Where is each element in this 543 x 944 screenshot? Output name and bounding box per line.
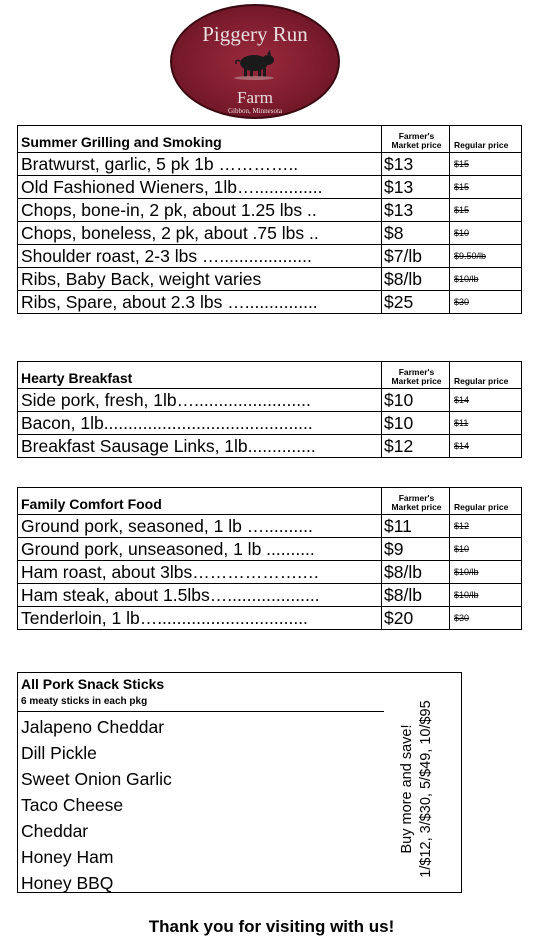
- item-name: Side pork, fresh, 1lb…........................: [18, 389, 382, 412]
- snack-divider: [18, 711, 384, 712]
- item-name: Breakfast Sausage Links, 1lb..............: [18, 435, 382, 458]
- section-header-row: [18, 126, 522, 153]
- item-name: Bacon, 1lb...........................................: [18, 412, 382, 435]
- menu-row: [18, 435, 522, 458]
- menu-row: [18, 199, 522, 222]
- item-regular-price: $15: [450, 176, 522, 199]
- list-item: Honey Ham: [21, 847, 114, 867]
- market-price-header: Farmer's Market price: [382, 126, 450, 153]
- section-title: Summer Grilling and Smoking: [18, 126, 382, 153]
- market-price-header: Farmer's Market price: [382, 362, 450, 389]
- farm-logo: [170, 4, 340, 119]
- regular-price-header: Regular price: [450, 488, 522, 515]
- list-item: Cheddar: [21, 821, 89, 841]
- menu-row: [18, 515, 522, 538]
- item-price: $11: [382, 515, 450, 538]
- item-price: $13: [382, 153, 450, 176]
- list-item: Jalapeno Cheddar: [21, 717, 165, 737]
- market-price-header: Farmer's Market price: [382, 488, 450, 515]
- menu-row: [18, 389, 522, 412]
- item-regular-price: $10: [450, 222, 522, 245]
- item-price: $12: [382, 435, 450, 458]
- list-item: Dill Pickle: [21, 743, 97, 763]
- snack-title: All Pork Snack Sticks: [21, 676, 165, 692]
- item-price: $13: [382, 176, 450, 199]
- pig-icon: [232, 48, 278, 80]
- item-regular-price: $15: [450, 199, 522, 222]
- section-header-row: [18, 362, 522, 389]
- menu-row: [18, 245, 522, 268]
- item-name: Ground pork, unseasoned, 1 lb ..........: [18, 538, 382, 561]
- menu-row: [18, 584, 522, 607]
- item-price: $10: [382, 389, 450, 412]
- promo-line-2: 1/$12, 3/$30, 5/$49, 10/$95: [418, 700, 434, 878]
- list-item: Taco Cheese: [21, 795, 124, 815]
- section-title: Hearty Breakfast: [18, 362, 382, 389]
- section-summer-grilling: [17, 125, 522, 314]
- promo-line-1: Buy more and save!: [399, 724, 415, 854]
- item-price: $20: [382, 607, 450, 630]
- item-price: $7/lb: [382, 245, 450, 268]
- item-regular-price: $11: [450, 412, 522, 435]
- item-regular-price: $30: [450, 291, 522, 314]
- menu-row: [18, 538, 522, 561]
- item-price: $8/lb: [382, 561, 450, 584]
- item-name: Old Fashioned Wieners, 1lb…..............: [18, 176, 382, 199]
- section-header-row: [18, 488, 522, 515]
- regular-price-header: Regular price: [450, 126, 522, 153]
- item-regular-price: $10/lb: [450, 268, 522, 291]
- item-name: Ribs, Baby Back, weight varies: [18, 268, 382, 291]
- snack-promo: [398, 689, 438, 889]
- item-name: Ham steak, about 1.5lbs…...................: [18, 584, 382, 607]
- section-title: Family Comfort Food: [18, 488, 382, 515]
- item-name: Shoulder roast, 2-3 lbs …...................: [18, 245, 382, 268]
- menu-row: [18, 607, 522, 630]
- list-item: Honey BBQ: [21, 873, 114, 893]
- item-name: Ground pork, seasoned, 1 lb …..........: [18, 515, 382, 538]
- menu-row: [18, 291, 522, 314]
- item-regular-price: $10/lb: [450, 584, 522, 607]
- menu-row: [18, 268, 522, 291]
- item-name: Tenderloin, 1 lb…...............................: [18, 607, 382, 630]
- item-price: $9: [382, 538, 450, 561]
- item-name: Chops, boneless, 2 pk, about .75 lbs ..: [18, 222, 382, 245]
- snack-list: [21, 714, 172, 896]
- logo-location: Gibbon, Minnesota: [227, 107, 283, 115]
- item-regular-price: $9.50/lb: [450, 245, 522, 268]
- item-regular-price: $30: [450, 607, 522, 630]
- item-name: Ham roast, about 3lbs……………….…: [18, 561, 382, 584]
- item-regular-price: $10: [450, 538, 522, 561]
- item-price: $25: [382, 291, 450, 314]
- item-price: $8: [382, 222, 450, 245]
- item-regular-price: $14: [450, 435, 522, 458]
- item-price: $10: [382, 412, 450, 435]
- section-hearty-breakfast: [17, 361, 522, 458]
- item-regular-price: $15: [450, 153, 522, 176]
- item-name: Ribs, Spare, about 2.3 lbs …...............: [18, 291, 382, 314]
- item-regular-price: $14: [450, 389, 522, 412]
- list-item: Sweet Onion Garlic: [21, 769, 172, 789]
- snack-sticks-box: [17, 672, 462, 893]
- item-regular-price: $10/lb: [450, 561, 522, 584]
- item-name: Bratwurst, garlic, 5 pk 1b …………..: [18, 153, 382, 176]
- regular-price-header: Regular price: [450, 362, 522, 389]
- item-price: $13: [382, 199, 450, 222]
- section-family-comfort: [17, 487, 522, 630]
- logo-title: Piggery Run: [202, 22, 308, 46]
- menu-row: [18, 561, 522, 584]
- menu-row: [18, 176, 522, 199]
- menu-row: [18, 222, 522, 245]
- thank-you-message: Thank you for visiting with us!: [148, 917, 395, 936]
- item-name: Chops, bone-in, 2 pk, about 1.25 lbs ..: [18, 199, 382, 222]
- item-regular-price: $12: [450, 515, 522, 538]
- item-price: $8/lb: [382, 584, 450, 607]
- snack-note: 6 meaty sticks in each pkg: [21, 696, 148, 707]
- menu-row: [18, 153, 522, 176]
- logo-farm: Farm: [237, 88, 273, 107]
- menu-row: [18, 412, 522, 435]
- item-price: $8/lb: [382, 268, 450, 291]
